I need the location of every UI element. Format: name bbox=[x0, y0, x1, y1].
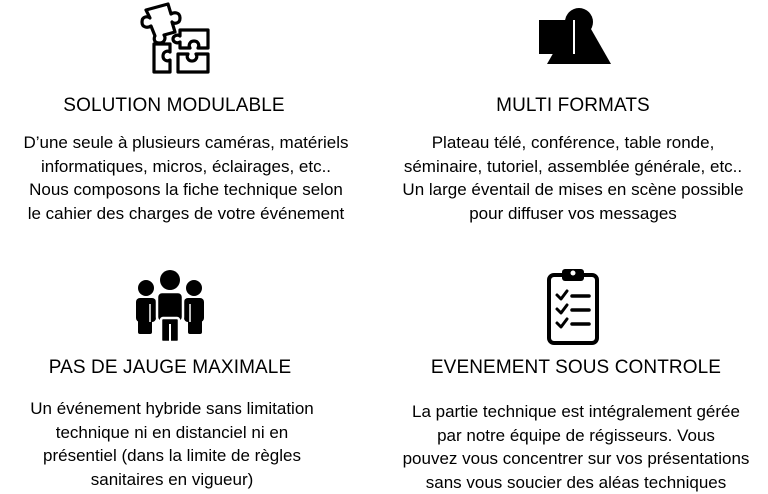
feature-title: MULTI FORMATS bbox=[496, 95, 650, 116]
people-group-icon bbox=[130, 268, 210, 349]
feature-title: PAS DE JAUGE MAXIMALE bbox=[48, 357, 292, 378]
feature-title: EVENEMENT SOUS CONTROLE bbox=[430, 357, 722, 378]
clipboard-checklist-icon bbox=[543, 267, 603, 352]
puzzle-icon bbox=[134, 0, 214, 85]
feature-description: La partie technique est intégralement gérée par notre équipe de régisseurs. Vous pouvez vous concentrer sur vos présentations sans vous soucier des aléas techniques bbox=[402, 402, 750, 492]
feature-description: D’une seule à plusieurs caméras, matériels informatiques, micros, éclairages, etc.. Nous composons la fiche technique selon le cahier des charges de votre événement bbox=[23, 133, 349, 223]
shapes-icon bbox=[533, 6, 613, 73]
feature-description: Plateau télé, conférence, table ronde, séminaire, tutoriel, assemblée générale, etc.. Un large éventail de mises en scène possible pour diffuser vos messages bbox=[402, 133, 744, 223]
feature-description: Un événement hybride sans limitation technique ni en distanciel ni en présentiel (dans la limite de règles sanitaires en vigueur) bbox=[30, 399, 314, 489]
feature-title: SOLUTION MODULABLE bbox=[63, 95, 285, 116]
